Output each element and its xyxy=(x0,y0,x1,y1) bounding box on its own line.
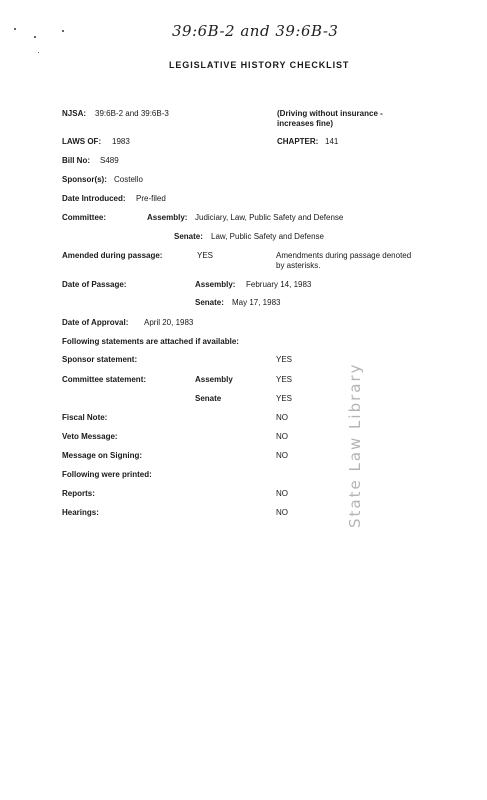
fiscal-note-label: Fiscal Note: xyxy=(62,413,108,422)
hearings-value: NO xyxy=(276,508,288,517)
reports-label: Reports: xyxy=(62,489,95,498)
laws-of-value: 1983 xyxy=(112,137,130,146)
committee-label: Committee: xyxy=(62,213,107,222)
fiscal-note-value: NO xyxy=(276,413,288,422)
committee-senate-label: Senate: xyxy=(174,232,203,241)
scan-speck xyxy=(38,52,39,53)
scan-speck xyxy=(34,36,36,38)
committee-statement-assembly-label: Assembly xyxy=(195,375,233,384)
sponsors-value: Costello xyxy=(114,175,143,184)
njsa-note-line-1: (Driving without insurance - xyxy=(277,109,383,118)
njsa-value: 39:6B-2 and 39:6B-3 xyxy=(95,109,169,118)
veto-message-label: Veto Message: xyxy=(62,432,118,441)
message-on-signing-value: NO xyxy=(276,451,288,460)
printed-heading: Following were printed: xyxy=(62,470,152,479)
sponsor-statement-label: Sponsor statement: xyxy=(62,355,138,364)
njsa-note-line-2: increases fine) xyxy=(277,119,334,128)
passage-assembly-label: Assembly: xyxy=(195,280,236,289)
message-on-signing-label: Message on Signing: xyxy=(62,451,143,460)
committee-statement-senate-label: Senate xyxy=(195,394,222,403)
handwritten-statute-note: 39:6B-2 and 39:6B-3 xyxy=(172,22,339,40)
committee-assembly-label: Assembly: xyxy=(147,213,188,222)
amended-label: Amended during passage: xyxy=(62,251,163,260)
library-stamp xyxy=(318,292,398,528)
date-introduced-value: Pre-filed xyxy=(136,194,166,203)
date-of-approval-label: Date of Approval: xyxy=(62,318,129,327)
scan-speck xyxy=(62,30,64,32)
committee-assembly-value: Judiciary, Law, Public Safety and Defense xyxy=(195,213,344,222)
page-title: LEGISLATIVE HISTORY CHECKLIST xyxy=(169,60,350,70)
njsa-label: NJSA: xyxy=(62,109,87,118)
committee-senate-value: Law, Public Safety and Defense xyxy=(211,232,324,241)
bill-no-value: S489 xyxy=(100,156,119,165)
date-of-passage-label: Date of Passage: xyxy=(62,280,127,289)
laws-of-label: LAWS OF: xyxy=(62,137,102,146)
attached-statements-heading: Following statements are attached if available: xyxy=(62,337,239,346)
passage-senate-value: May 17, 1983 xyxy=(232,298,281,307)
sponsor-statement-value: YES xyxy=(276,355,293,364)
amended-value: YES xyxy=(197,251,214,260)
passage-assembly-value: February 14, 1983 xyxy=(246,280,312,289)
veto-message-value: NO xyxy=(276,432,288,441)
date-of-approval-value: April 20, 1983 xyxy=(144,318,194,327)
reports-value: NO xyxy=(276,489,288,498)
sponsors-label: Sponsor(s): xyxy=(62,175,107,184)
bill-no-label: Bill No: xyxy=(62,156,90,165)
committee-statement-label: Committee statement: xyxy=(62,375,147,384)
scan-speck xyxy=(14,28,16,30)
chapter-value: 141 xyxy=(325,137,339,146)
committee-statement-assembly-value: YES xyxy=(276,375,293,384)
passage-senate-label: Senate: xyxy=(195,298,224,307)
njsa-subject-note xyxy=(277,109,383,129)
library-stamp-text: State Law Library xyxy=(346,362,364,528)
chapter-label: CHAPTER: xyxy=(277,137,319,146)
amended-note: Amendments during passage denoted by asterisks. xyxy=(276,251,412,270)
hearings-label: Hearings: xyxy=(62,508,99,517)
committee-statement-senate-value: YES xyxy=(276,394,293,403)
date-introduced-label: Date Introduced: xyxy=(62,194,126,203)
